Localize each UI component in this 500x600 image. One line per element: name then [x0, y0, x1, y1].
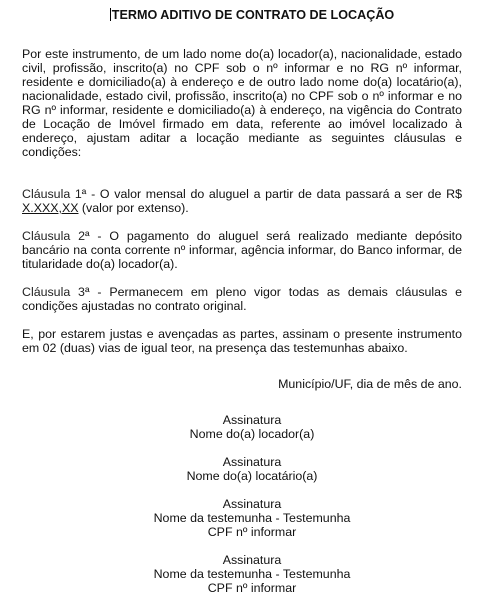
- signature-witness-2: [42, 553, 462, 595]
- signature-locatario: [42, 455, 462, 483]
- signature-witness-1: [42, 497, 462, 539]
- clause-1-text-after: (valor por extenso).: [78, 201, 189, 215]
- clause-2: [22, 229, 462, 271]
- signature-name: Nome do(a) locatário(a): [186, 469, 318, 483]
- signature-label: Assinatura: [222, 455, 282, 469]
- signature-block: [22, 413, 462, 595]
- signature-label: Assinatura: [222, 497, 282, 511]
- clause-1-value: X.XXX,XX: [22, 201, 79, 215]
- place-date: Município/UF, dia de mês de ano.: [278, 377, 462, 391]
- signature-name: Nome da testemunha - Testemunha: [153, 511, 351, 525]
- signature-locador: [42, 413, 462, 441]
- clause-1-text: - O valor mensal do aluguel a partir de data passará a ser de R$: [86, 187, 462, 201]
- clause-1: [22, 187, 462, 215]
- clause-2-text: - O pagamento do aluguel será realizado mediante depósito bancário na conta corrente nº informar, agência informar, do Banco informar, de titularidade do(a) locador(a).: [22, 229, 462, 271]
- clause-3: [22, 285, 462, 313]
- text-cursor: [110, 8, 111, 21]
- signature-doc: CPF nº informar: [207, 581, 297, 595]
- document-title: TERMO ADITIVO DE CONTRATO DE LOCAÇÃO: [111, 8, 395, 22]
- closing-paragraph: E, por estarem justas e avençadas as partes, assinam o presente instrumento em 02 (duas) vias de igual teor, na presença das testemunhas abaixo.: [22, 327, 462, 355]
- signature-name: Nome da testemunha - Testemunha: [153, 567, 351, 581]
- signature-label: Assinatura: [222, 413, 282, 427]
- intro-paragraph: Por este instrumento, de um lado nome do(a) locador(a), nacionalidade, estado civil, profissão, inscrito(a) no CPF sob o nº informar e no RG nº informar, residente e domiciliado(a) à endereço e de outro lado nome do(a) locatário(a), nacionalidade, estado civil, profissão, inscrito(a) no CPF sob o nº informar e no RG nº informar, residente e domiciliado(a) à endereço, na vigência do Contrato de Locação de Imóvel firmado em data, referente ao imóvel localizado à endereço, ajustam aditar a locação mediante as seguintes cláusulas e condições:: [22, 47, 462, 159]
- clause-3-text: - Permanecem em pleno vigor todas as demais cláusulas e condições ajustadas no contrato original.: [22, 285, 462, 313]
- signature-doc: CPF nº informar: [207, 525, 297, 539]
- clause-2-number: Cláusula 2ª: [22, 229, 90, 243]
- signature-name: Nome do(a) locador(a): [189, 427, 315, 441]
- clause-3-number: Cláusula 3ª: [22, 285, 90, 299]
- clause-1-number: Cláusula 1ª: [22, 187, 87, 201]
- signature-label: Assinatura: [222, 553, 282, 567]
